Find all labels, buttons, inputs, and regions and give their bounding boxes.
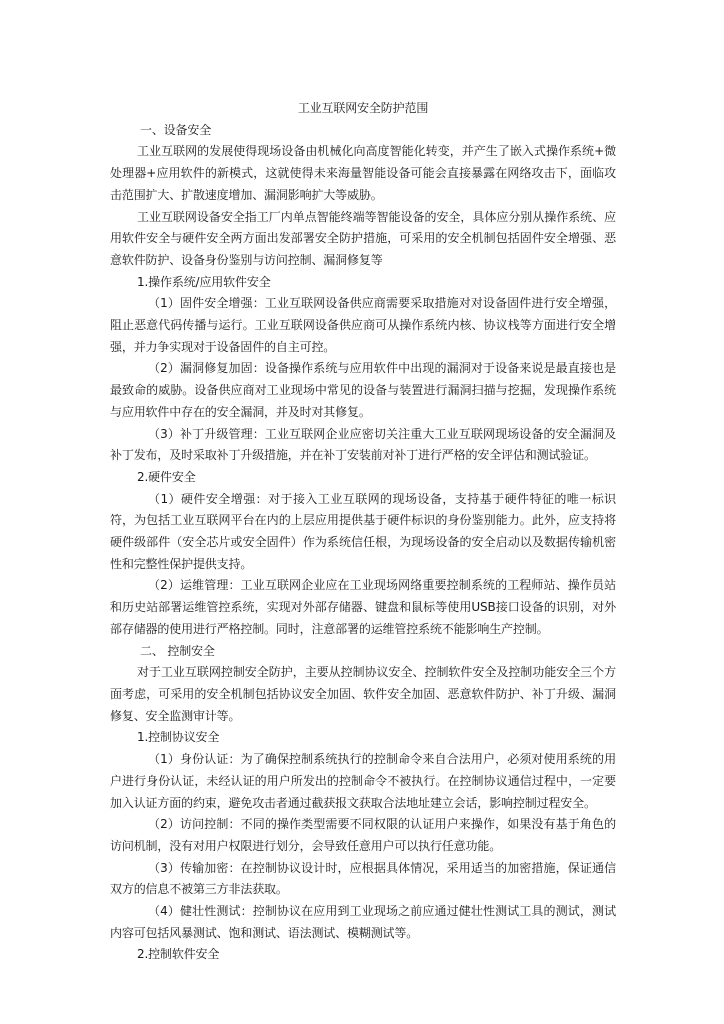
subheading-control-protocol-security: 1.控制协议安全 <box>137 730 220 745</box>
paragraph-transport-encryption: （3）传输加密：在控制协议设计时，应根据具体情况，采用适当的加密措施，保证通信双方的信息不被第三方非法获取。 <box>110 860 616 897</box>
document-title: 工业互联网安全防护范围 <box>297 101 429 115</box>
section-heading-device-security: 一、设备安全 <box>140 122 212 137</box>
document-page <box>110 98 616 966</box>
paragraph-access-control: （2）访问控制：不同的操作类型需要不同权限的认证用户来操作，如果没有基于角色的访问机制，没有对用户权限进行划分，会导致任意用户可以执行任意功能。 <box>110 817 616 853</box>
paragraph-authentication: （1）身份认证：为了确保控制系统执行的控制命令来自合法用户，必须对使用系统的用户进行身份认证，未经认证的用户所发出的控制命令不被执行。在控制协议通信过程中，一定要加入认证方面的约束，避免攻击者通过截获报文获取合法地址建立会话，影响控制过程安全。 <box>110 752 616 810</box>
paragraph-control-intro: 对于工业互联网控制安全防护，主要从控制协议安全、控制软件安全及控制功能安全三个方面考虑，可采用的安全机制包括协议安全加固、软件安全加固、恶意软件防护、补丁升级、漏洞修复、安全监测审计等。 <box>110 665 616 723</box>
paragraph-patch-management: （3）补丁升级管理：工业互联网企业应密切关注重大工业互联网现场设备的安全漏洞及补丁发布，及时采取补丁升级措施，并在补丁安装前对补丁进行严格的安全评估和测试验证。 <box>110 426 616 463</box>
paragraph-ops-management: （2）运维管理：工业互联网企业应在工业现场网络重要控制系统的工程师站、操作员站和历史站部署运维管控系统，实现对外部存储器、键盘和鼠标等使用USB接口设备的识别，对外部存储器的使用进行严格控制。同时，注意部署的运维管控系统不能影响生产控制。 <box>110 578 616 636</box>
paragraph-device-intro: 工业互联网的发展使得现场设备由机械化向高度智能化转变，并产生了嵌入式操作系统+微处理器+应用软件的新模式，这就使得未来海量智能设备可能会直接暴露在网络攻击下，面临攻击范围扩大、扩散速度增加、漏洞影响扩大等威胁。 <box>110 144 616 202</box>
paragraph-hardware-enhancement: （1）硬件安全增强：对于接入工业互联网的现场设备，支持基于硬件特征的唯一标识符，为包括工业互联网平台在内的上层应用提供基于硬件标识的身份鉴别能力。此外，应支持将硬件级部件（安全芯片或安全固件）作为系统信任根，为现场设备的安全启动以及数据传输机密性和完整性保护提供支持。 <box>110 491 616 571</box>
subheading-control-software-security: 2.控制软件安全 <box>137 947 220 962</box>
paragraph-vulnerability-fix: （2）漏洞修复加固：设备操作系统与应用软件中出现的漏洞对于设备来说是最直接也是最致命的威胁。设备供应商对工业现场中常见的设备与装置进行漏洞扫描与挖掘，发现操作系统与应用软件中存在的安全漏洞，并及时对其修复。 <box>110 361 616 419</box>
subheading-hardware-security: 2.硬件安全 <box>137 469 196 484</box>
section-heading-control-security: 二、 控制安全 <box>140 643 215 658</box>
paragraph-robustness-testing: （4）健壮性测试：控制协议在应用到工业现场之前应通过健壮性测试工具的测试，测试内容可包括风暴测试、饱和测试、语法测试、模糊测试等。 <box>110 904 616 940</box>
paragraph-device-scope: 工业互联网设备安全指工厂内单点智能终端等智能设备的安全，具体应分别从操作系统、应用软件安全与硬件安全两方面出发部署安全防护措施，可采用的安全机制包括固件安全增强、恶意软件防护、设备身份鉴别与访问控制、漏洞修复等 <box>110 209 616 267</box>
subheading-os-software-security: 1.操作系统/应用软件安全 <box>137 274 271 289</box>
paragraph-firmware-enhancement: （1）固件安全增强：工业互联网设备供应商需要采取措施对对设备固件进行安全增强，阻止恶意代码传播与运行。工业互联网设备供应商可从操作系统内核、协议栈等方面进行安全增强，并力争实现对于设备固件的自主可控。 <box>110 296 616 354</box>
